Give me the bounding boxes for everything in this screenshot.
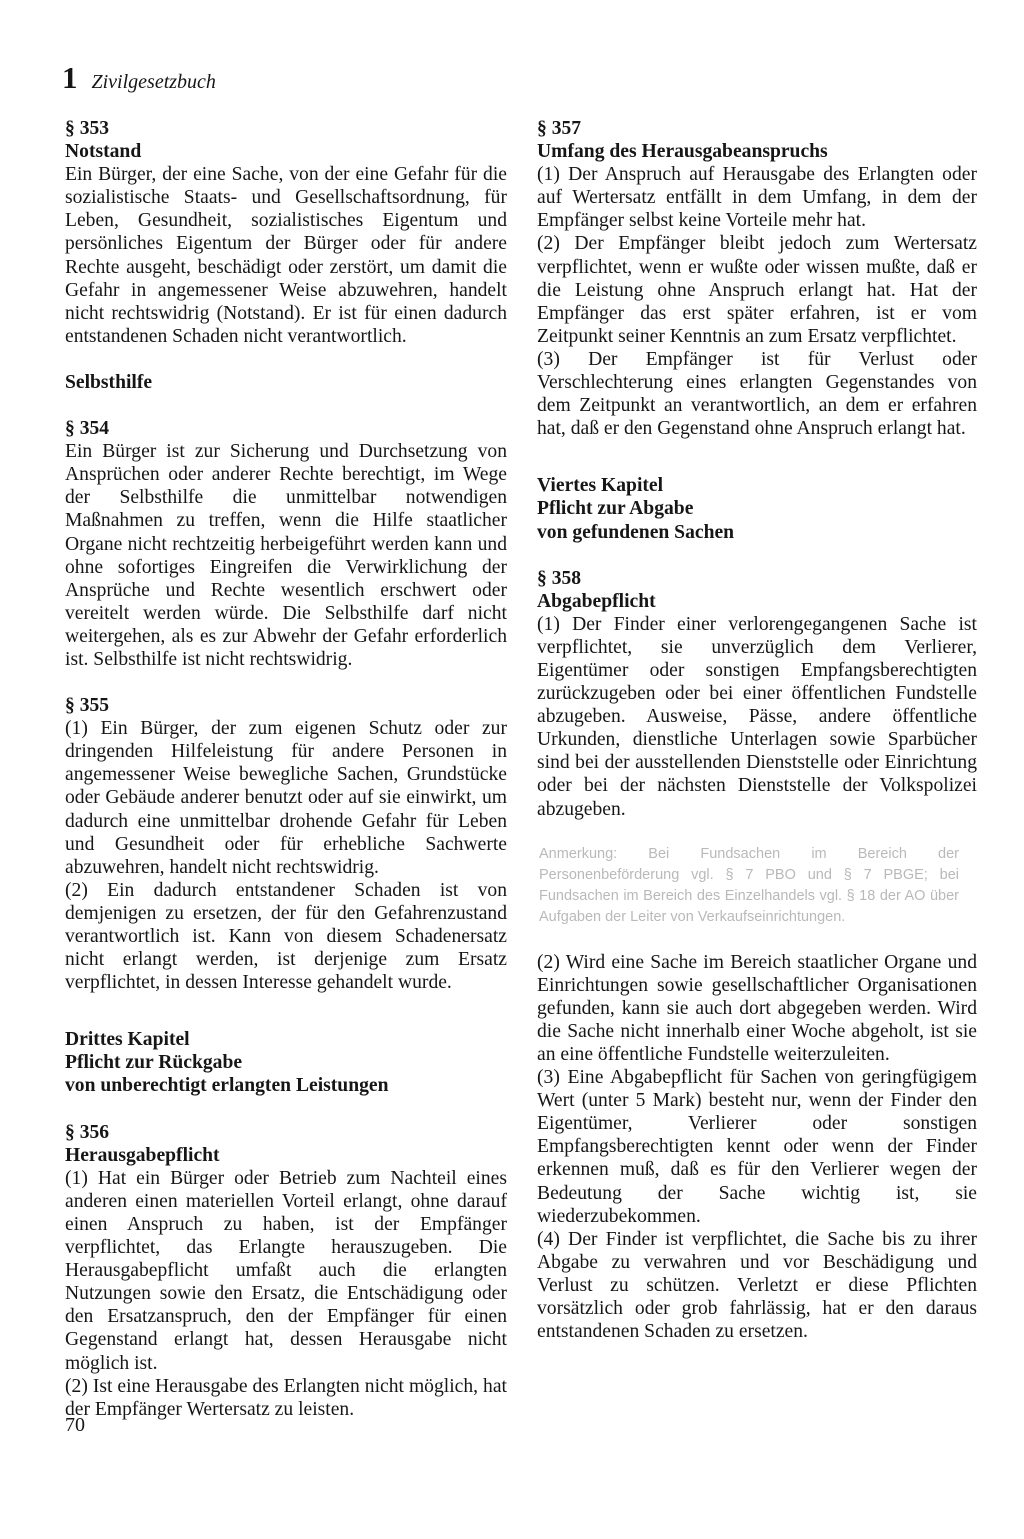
right-column (537, 117, 977, 1343)
chapter-heading-4 (537, 474, 977, 543)
paragraph-3: (3) Der Empfänger ist für Verlust oder Verschlechterung eines erlangten Gegenstandes von dem Zeitpunkt an verantwortlich, an dem er erfahren hat, daß er den Gegenstand ohne Anspruch erlangt hat. (537, 348, 977, 440)
left-column (65, 117, 507, 1421)
chapter-line: Drittes Kapitel (65, 1029, 190, 1051)
section-text: Ein Bürger, der eine Sache, von der eine Gefahr für die sozialistische Staats- und Gesellschaftsordnung, für Leben, Gesundheit, sozialistisches Eigentum und persönliches Eigentum der Bürger oder für andere Rechte ausgeht, beschädigt oder zerstört, um damit die Gefahr in angemessener Weise abzuwehren, handelt nicht rechtswidrig (Notstand). Er ist für einen dadurch entstandenen Schaden nicht verantwortlich. (65, 164, 507, 347)
chapter-heading-3 (65, 1028, 507, 1097)
section-353 (65, 117, 507, 348)
section-354 (65, 417, 507, 671)
section-355 (65, 694, 507, 994)
chapter-line: Viertes Kapitel (537, 475, 664, 497)
paragraph-1: (1) Ein Bürger, der zum eigenen Schutz oder zur dringenden Hilfeleistung für andere Personen in angemessener Weise bewegliche Sachen, Grundstücke oder Gebäude anderer benutzt oder auf sie einwirkt, um dadurch eine unmittelbar drohende Gefahr für Leben und Gesundheit oder für erhebliche Sachwerte abzuwehren, handelt nicht rechtswidrig. (65, 718, 507, 878)
chapter-line: Pflicht zur Rückgabe (65, 1052, 243, 1074)
section-title: Abgabepflicht (537, 590, 656, 612)
editorial-note: Anmerkung: Bei Fundsachen im Bereich der Personenbeförderung vgl. § 7 PBO und § 7 PBGE; bei Fundsachen im Bereich des Einzelhandels vgl. § 18 der AO über Aufgaben der Leiter von Verkaufseinrichtungen. (539, 845, 959, 925)
section-number: § 356 (65, 1121, 110, 1143)
section-number: § 353 (65, 118, 110, 139)
paragraph-2: (2) Ist eine Herausgabe des Erlangten nicht möglich, hat der Empfänger Wertersatz zu leisten. (65, 1375, 507, 1420)
subheading-selbsthilfe: Selbsthilfe (65, 371, 153, 393)
paragraph-3: (3) Eine Abgabepflicht für Sachen von geringfügigem Wert (unter 5 Mark) besteht nur, wenn der Finder den Eigentümer, Verlierer oder sonstigen Empfangsberechtigten kennt oder wenn der Finder erkennen muß, daß es für den Verlierer wegen der Bedeutung der Sache wichtig ist, sie wiederzubekommen. (537, 1067, 977, 1227)
section-number: § 354 (65, 418, 110, 440)
section-number: § 357 (537, 118, 582, 139)
section-number: § 355 (65, 695, 110, 717)
section-356 (65, 1121, 507, 1421)
page-number: 70 (65, 1414, 85, 1436)
section-title: Herausgabepflicht (65, 1144, 220, 1166)
section-number: § 358 (537, 567, 582, 589)
book-title: Zivilgesetzbuch (91, 71, 216, 93)
running-head (62, 62, 216, 94)
paragraph-4: (4) Der Finder ist verpflichtet, die Sache bis zu ihrer Abgabe zu verwahren und vor Beschädigung und Verlust zu schützen. Verletzt er diese Pflichten vorsätzlich oder grob fahrlässig, hat er den daraus entstandenen Schaden zu ersetzen. (537, 1228, 977, 1343)
paragraph-1: (1) Der Finder einer verlorengegangenen Sache ist verpflichtet, sie unverzüglich dem Verlierer, Eigentümer oder sonstigen Empfangsberechtigten zurückzugeben oder bei einer öffentlichen Fundstelle abzugeben. Ausweise, Pässe, andere öffentliche Urkunden, dienstliche Unterlagen sowie Sparbücher sind bei der ausstellenden Dienststelle oder Einrichtung oder bei der nächsten Dienststelle der Volkspolizei abzugeben. (537, 613, 977, 820)
paragraph-2: (2) Ein dadurch entstandener Schaden ist von demjenigen zu ersetzen, der für den Gefahrenzustand verantwortlich ist. Kann von diesem Schadenersatz nicht erlangt werden, ist derjenige zum Ersatz verpflichtet, in dessen Interesse gehandelt wurde. (65, 879, 507, 994)
section-title: Umfang des Herausgabeanspruchs (537, 141, 828, 163)
paragraph-2: (2) Der Empfänger bleibt jedoch zum Wertersatz verpflichtet, wenn er wußte oder wissen mußte, daß er die Leistung ohne Anspruch erlangt hat. Hat der Empfänger das erst später erfahren, ist er vom Zeitpunkt seiner Kenntnis an zum Ersatz verpflichtet. (537, 233, 977, 347)
paragraph-2: (2) Wird eine Sache im Bereich staatlicher Organe und Einrichtungen sowie gesellschaftlicher Organisationen gefunden, kann sie auch dort abgegeben werden. Wird die Sache nicht innerhalb einer Woche abgeholt, ist sie an eine öffentliche Fundstelle weiterzuleiten. (537, 951, 977, 1065)
section-title: Notstand (65, 141, 142, 163)
chapter-line: von gefundenen Sachen (537, 521, 735, 543)
paragraph-1: (1) Hat ein Bürger oder Betrieb zum Nachteil eines anderen einen materiellen Vorteil erlangt, ohne darauf einen Anspruch zu haben, ist der Empfänger verpflichtet, das Erlangte herauszugeben. Die Herausgabepflicht umfaßt auch die erlangten Nutzungen sowie den Ersatz, die Entschädigung oder den Ersatzanspruch, den der Empfänger für einen Gegenstand erlangt hat, dessen Herausgabe nicht möglich ist. (65, 1167, 507, 1374)
section-358 (537, 567, 977, 1344)
section-357 (537, 117, 977, 440)
chapter-line: Pflicht zur Abgabe (537, 498, 694, 520)
paragraph-1: (1) Der Anspruch auf Herausgabe des Erlangten oder auf Wertersatz entfällt in dem Umfang, in dem der Empfänger selbst keine Vorteile mehr hat. (537, 164, 977, 232)
chapter-number: 1 (62, 60, 78, 95)
section-text: Ein Bürger ist zur Sicherung und Durchsetzung von Ansprüchen oder anderer Rechte berechtigt, im Wege der Selbsthilfe die unmittelbar notwendigen Maßnahmen zu treffen, wenn die Hilfe staatlicher Organe nicht rechtzeitig herbeigeführt werden kann und ohne sofortiges Eingreifen die Verwirklichung der Ansprüche und Rechte wesentlich erschwert oder vereitelt werden würde. Die Selbsthilfe darf nicht weitergehen, als es zur Abwehr der Gefahr erforderlich ist. Selbsthilfe ist nicht rechtswidrig. (65, 441, 507, 670)
chapter-line: von unberechtigt erlangten Leistungen (65, 1075, 389, 1097)
